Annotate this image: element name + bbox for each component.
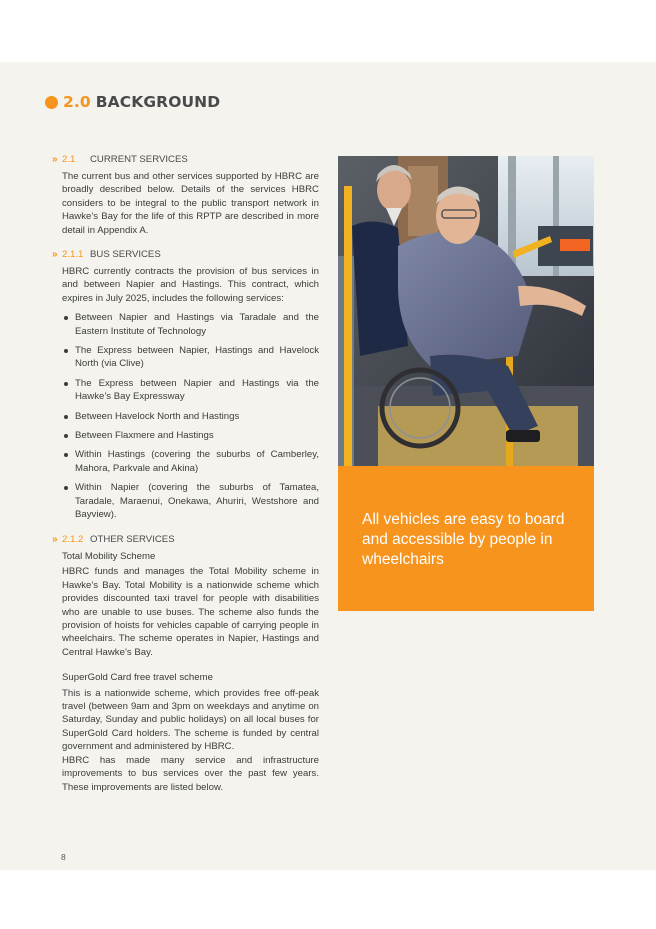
subsection-heading: » 2.1.1 BUS SERVICES: [52, 249, 161, 260]
chevron-double-right-icon: »: [52, 154, 58, 165]
list-item: The Express between Napier, Hastings and Havelock North (via Clive): [62, 344, 319, 371]
total-mobility-title: Total Mobility Scheme: [62, 551, 156, 562]
supergold-title: SuperGold Card free travel scheme: [62, 672, 213, 684]
caption-box: [338, 466, 594, 611]
subsection-heading: » 2.1 CURRENT SERVICES: [52, 154, 188, 165]
other-services-section: [52, 534, 319, 794]
heading-number: 2.0: [63, 93, 91, 111]
list-item: Within Napier (covering the suburbs of Tamatea, Taradale, Maraenui, Onekawa, Ahuriri, Westshore and Bayview).: [62, 481, 319, 521]
wheelchair-boarding-photo: [338, 156, 594, 466]
page: [0, 62, 656, 870]
subsection-heading: » 2.1.2 OTHER SERVICES: [52, 534, 175, 545]
supergold-text: This is a nationwide scheme, which provides free off-peak travel (between 9am and 3pm on weekdays and anytime on Saturday, Sunday and public holidays) on all local buses for SuperGold Card holders. The scheme is funded by central government and administered by HBRC.: [62, 687, 319, 753]
list-item: Between Flaxmere and Hastings: [62, 429, 319, 442]
orange-dot-icon: [45, 96, 58, 109]
total-mobility-text: HBRC funds and manages the Total Mobility scheme in Hawke’s Bay. Total Mobility is a nationwide scheme which provides discounted taxi travel for people with disabilities who are unable to use buses. The scheme also funds the provision of hoists for vehicles capable of carrying people in wheelchairs. The scheme operates in Napier, Hastings and Central Hawke’s Bay.: [62, 566, 319, 658]
list-item: Between Havelock North and Hastings: [62, 410, 319, 423]
bus-services-list: [62, 311, 319, 521]
heading-title: BACKGROUND: [95, 93, 221, 111]
closing-text: HBRC has made many service and infrastructure improvements to bus services over the past few years. These improvements are listed below.: [62, 754, 319, 793]
bus-services-text: HBRC currently contracts the provision of bus services in and between Napier and Hastings. This contract, which expires in July 2025, includes the following services:: [62, 266, 319, 304]
section-heading: [45, 93, 220, 111]
page-number: 8: [61, 852, 66, 862]
bus-services-section: [52, 249, 319, 528]
chevron-double-right-icon: »: [52, 249, 58, 260]
list-item: Within Hastings (covering the suburbs of Camberley, Mahora, Parkvale and Akina): [62, 448, 319, 475]
current-services-text: The current bus and other services supported by HBRC are broadly described below. Details of the services HBRC considers to be integral to the public transport network in Hawke’s Bay for the life of this RPTP are described in more detail in Appendix A.: [62, 171, 319, 236]
current-services-section: [52, 154, 319, 237]
chevron-double-right-icon: »: [52, 534, 58, 545]
list-item: The Express between Napier and Hastings via the Hawke’s Bay Expressway: [62, 377, 319, 404]
list-item: Between Napier and Hastings via Taradale and the Eastern Institute of Technology: [62, 311, 319, 338]
photo-caption: All vehicles are easy to board and accessible by people in wheelchairs: [362, 511, 565, 568]
